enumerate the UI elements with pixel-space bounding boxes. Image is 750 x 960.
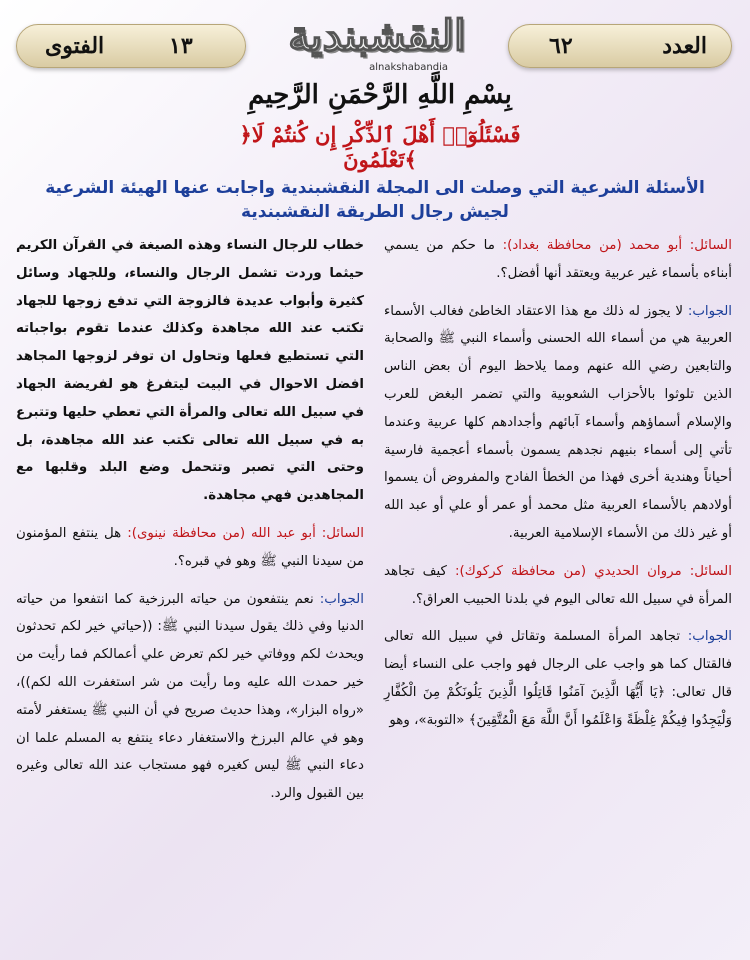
issue-label: العدد bbox=[662, 33, 707, 59]
answer-text: لا يجوز له ذلك مع هذا الاعتقاد الخاطئ فغالب الأسماء العربية هي من أسماء الله الحسنى وأسماء النبي ﷺ والصحابة والتابعين رضي الله عنهم ومما يلاحظ اليوم أن بعض الناس الذين تلوثوا بالأحزاب الشعوبية والتي تضمر البغض للعرب والإسلام أسماؤهم وأسماء آبائهم وأجدادهم كلها عربية وعندما تأتي إلى أسماء بنيهم نجدهم يسمون بأسماء أعجمية فارسية أحياناً وهندية أخرى فهذا من الخطأ الفادح والمفروض أن يسموا أولادهم بالأسماء العربية مثل محمد أو عمر أو علي أو عبد الله أو غير ذلك من الأسماء الإسلامية العربية. bbox=[384, 303, 732, 541]
answer-label: الجواب: bbox=[687, 303, 733, 319]
answer-3 bbox=[16, 586, 364, 808]
article-headline bbox=[30, 176, 720, 224]
page-header bbox=[0, 0, 750, 80]
issue-number: ٦٢ bbox=[549, 33, 573, 59]
logo-text: النقشبندية bbox=[288, 11, 466, 60]
magazine-logo bbox=[264, 8, 490, 72]
answer-label: الجواب: bbox=[687, 629, 732, 645]
question-3 bbox=[16, 520, 364, 576]
question-text: كيف تجاهد المرأة في سبيل الله تعالى اليوم في بلدنا الحبيب العراق؟. bbox=[384, 563, 732, 607]
question-text: هل ينتفع المؤمنون من سيدنا النبي ﷺ وهو في قبره؟. bbox=[16, 525, 364, 569]
answer-label: الجواب: bbox=[319, 591, 364, 607]
question-label: السائل: bbox=[321, 525, 364, 541]
left-column bbox=[16, 232, 364, 818]
issue-badge bbox=[508, 24, 732, 68]
page-number: ١٣ bbox=[169, 33, 193, 59]
question-sender: مروان الحديدي (من محافظة كركوك): bbox=[455, 563, 682, 579]
basmala: بِسْمِ اللَّهِ الرَّحْمَنِ الرَّحِيمِ bbox=[248, 80, 512, 110]
logo-subtitle: alnakshabandia bbox=[369, 62, 448, 73]
answer-2 bbox=[384, 623, 732, 734]
section-label: الفتوى bbox=[45, 33, 105, 59]
question-label: السائل: bbox=[689, 563, 732, 579]
question-2 bbox=[384, 558, 732, 614]
headline-line-2: لجيش رجال الطريقة النقشبندية bbox=[241, 202, 509, 222]
headline-line-1: الأسئلة الشرعية التي وصلت الى المجلة النقشبندية واجابت عنها الهيئة الشرعية bbox=[45, 178, 705, 198]
answer-1 bbox=[384, 298, 732, 548]
answer-text: نعم ينتفعون من حياته البرزخية كما انتفعوا من حياته الدنيا وفي ذلك يقول سيدنا النبي ﷺ: ((حياتي خير لكم تحدثون ويحدث لكم ووفاتي خير لكم تعرض علي أعمالكم فما رأيت من خير حمدت الله عليه وما رأيت من شر استغفرت الله لكم))، «رواه البزار»، وهذا حديث صريح في أن النبي ﷺ يستغفر لأمته وهو في عالم البرزخ والاستغفار دعاء ينتفع به المسلم علما ان دعاء النبي ﷺ ليس كغيره فهو مستجاب عند الله تعالى وغيره بين القبول والرد. bbox=[16, 591, 364, 802]
right-column bbox=[384, 232, 732, 745]
answer-2-continued: خطاب للرجال النساء وهذه الصيغة في القرآن الكريم حيثما وردت تشمل الرجال والنساء، وللجهاد وسائل كثيرة وأبواب عديدة فالزوجة التي تدفع زوجها للجهاد تكتب عند الله مجاهدة وكذلك عندما تقوم بواجباته التي تستطيع فعلها وتحاول ان توفر لزوجها المجاهد افضل الاحوال في البيت ليتفرغ هو لفريضة الجهاد في سبيل الله تعالى والمرأة التي تعطي حليها وتتبرع به في سبيل الله تعالى تكتب عند الله مجاهدة، بل وحتى التي تصبر وتتحمل وضع البلد وقلبها مع المجاهدين فهي مجاهدة. bbox=[16, 238, 364, 504]
question-1 bbox=[384, 232, 732, 288]
quran-verse: ﴿فَسْئَلُوٓا۟ أَهْلَ ٱلذِّكْرِ إِن كُنتُمْ لَا تَعْلَمُونَ﴾ bbox=[239, 122, 521, 172]
question-sender: أبو عبد الله (من محافظة نينوى): bbox=[127, 525, 316, 541]
section-badge bbox=[16, 24, 246, 68]
answer-text: تجاهد المرأة المسلمة وتقاتل في سبيل الله تعالى فالقتال كما هو واجب على الرجال فهو واجب على النساء أيضا قال تعالى: ﴿يَا أَيُّهَا الَّذِينَ آمَنُوا قَاتِلُوا الَّذِينَ يَلُونَكُمْ مِنَ الْكُفَّارِ وَلْيَجِدُوا فِيكُمْ غِلْظَةً وَاعْلَمُوا أَنَّ اللَّهَ مَعَ الْمُتَّقِينَ﴾ «التوبة»، وهو bbox=[384, 629, 732, 728]
question-text: ما حكم من يسمي أبناءه بأسماء غير عربية ويعتقد أنها أفضل؟. bbox=[384, 238, 732, 281]
question-sender: أبو محمد (من محافظة بغداد): bbox=[502, 238, 683, 253]
question-label: السائل: bbox=[689, 238, 732, 253]
